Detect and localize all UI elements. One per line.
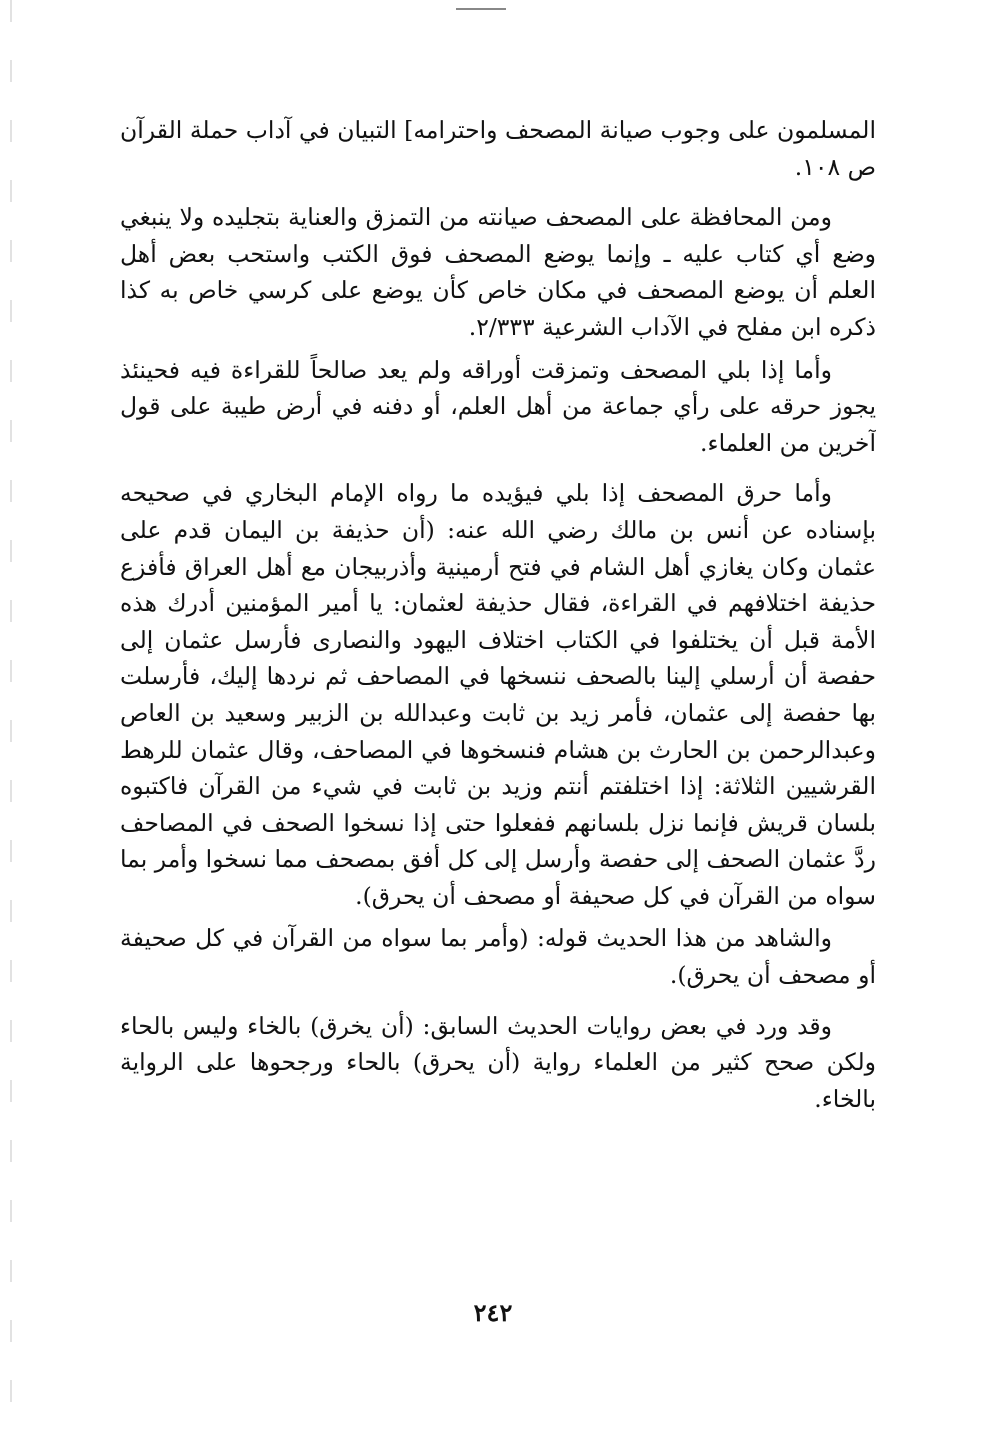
paragraph-citation-continuation: المسلمون على وجوب صيانة المصحف واحترامه] التبيان في آداب حملة القرآن ص ١٠٨. (120, 116, 876, 181)
scan-edge-marks (10, 0, 12, 1434)
paragraph-mushaf-care: ومن المحافظة على المصحف صيانته من التمزق والعناية بتجليده ولا ينبغي وضع أي كتاب عليه ـ وإنما يوضع المصحف فوق الكتب واستحب بعض أهل العلم أن يوضع المصحف في مكان خاص كأن يوضع على كرسي خاص به كذا ذكره ابن مفلح في الآداب الشرعية ٢/٣٣٣. (120, 203, 876, 341)
top-scan-mark (456, 8, 506, 10)
paragraph-narration-variants: وقد ورد في بعض روايات الحديث السابق: (أن يخرق) بالخاء وليس بالحاء ولكن صحح كثير من العلماء رواية (أن يحرق) بالحاء ورجحوها على الرواية بالخاء. (120, 1011, 876, 1113)
page-body (120, 112, 876, 1322)
paragraph-worn-mushaf: وأما إذا بلي المصحف وتمزقت أوراقه ولم يعد صالحاً للقراءة فيه فحينئذ يجوز حرقه على رأي جماعة من أهل العلم، أو دفنه في أرض طيبة على قول آخرين من العلماء. (120, 355, 876, 457)
page-number: ٢٤٢ (473, 1298, 513, 1327)
paragraph-bukhari-hadith: وأما حرق المصحف إذا بلي فيؤيده ما رواه الإمام البخاري في صحيحه بإسناده عن أنس بن مالك رضي الله عنه: (أن حذيفة بن اليمان قدم على عثمان وكان يغازي أهل الشام في فتح أرمينية وأذربيجان مع أهل العراق فأفزع حذيفة اختلافهم في القراءة، فقال حذيفة لعثمان: يا أمير المؤمنين أدرك هذه الأمة قبل أن يختلفوا في الكتاب اختلاف اليهود والنصارى فأرسل عثمان إلى حفصة أن أرسلي إلينا بالصحف ننسخها في المصاحف ثم نردها إليك، فأرسلت بها حفصة إلى عثمان، فأمر زيد بن ثابت وعبدالله بن الزبير وسعيد بن العاص وعبدالرحمن بن الحارث بن هشام فنسخوها في المصاحف، وقال عثمان للرهط القرشيين الثلاثة: إذا اختلفتم أنتم وزيد بن ثابت في شيء من القرآن فاكتبوه بلسان قريش فإنما نزل بلسانهم ففعلوا حتى إذا نسخوا الصحف في المصاحف ردَّ عثمان الصحف إلى حفصة وأرسل إلى كل أفق بمصحف مما نسخوا وأمر بما سواه من القرآن في كل صحيفة أو مصحف أن يحرق). (120, 479, 876, 910)
paragraph-evidence: والشاهد من هذا الحديث قوله: (وأمر بما سواه من القرآن في كل صحيفة أو مصحف أن يحرق). (120, 924, 876, 990)
